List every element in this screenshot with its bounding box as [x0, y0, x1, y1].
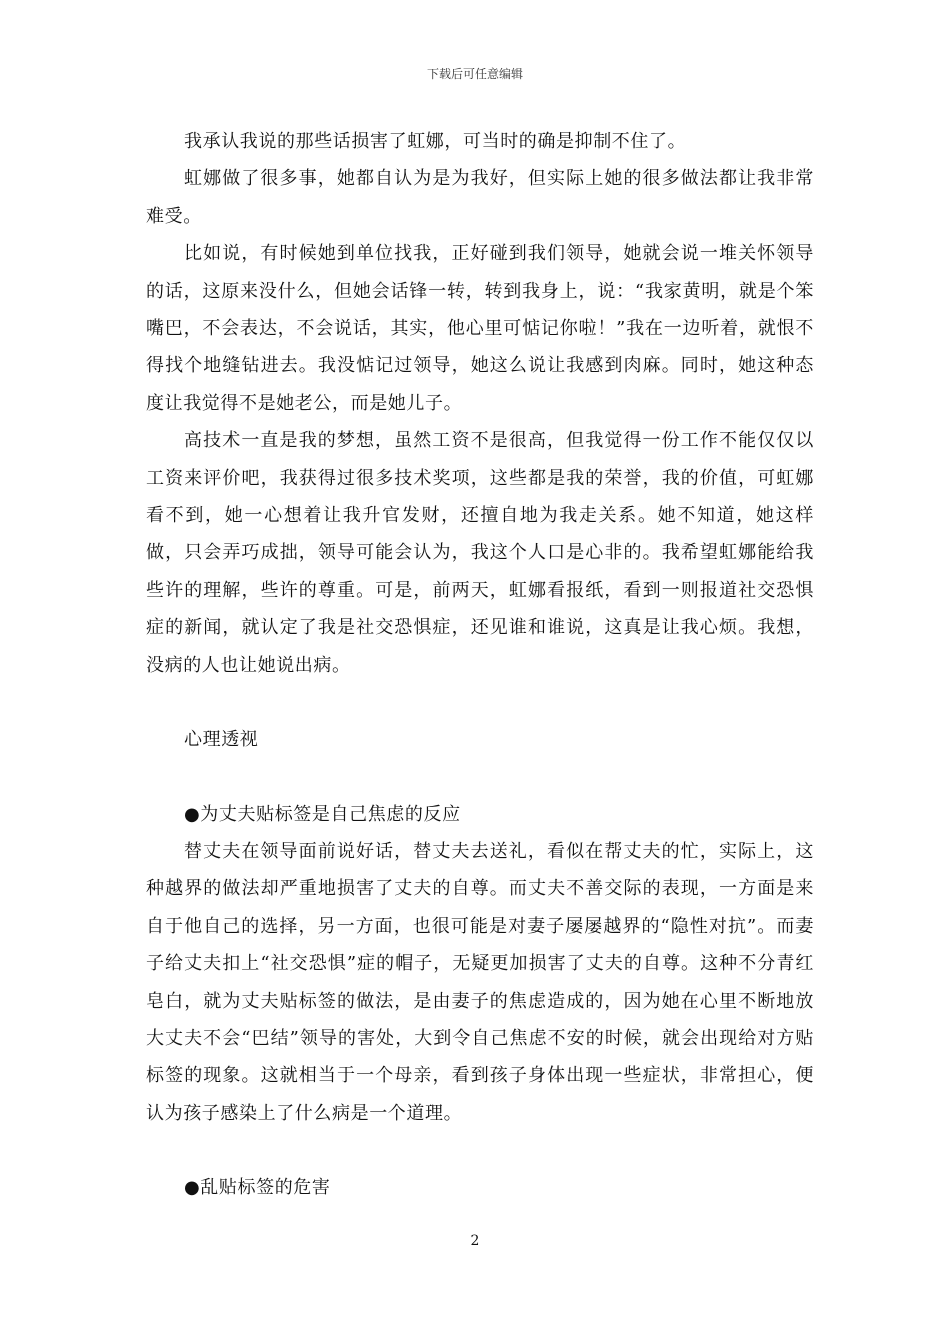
bullet-heading-2: ●乱贴标签的危害 [184, 1177, 331, 1199]
bullet-heading-1: ●为丈夫贴标签是自己焦虑的反应 [184, 803, 461, 825]
spacer [146, 684, 814, 721]
paragraph-1: 我承认我说的那些话损害了虹娜，可当时的确是抑制不住了。 [184, 131, 687, 152]
section-title: 心理透视 [184, 729, 259, 751]
spacer [146, 1132, 814, 1169]
page-number: 2 [470, 1233, 480, 1249]
document-body [146, 123, 814, 1207]
paragraph-2: 虹娜做了很多事，她都自认为是为我好，但实际上她的很多做法都让我非常难受。 [146, 168, 814, 227]
paragraph-5: 替丈夫在领导面前说好话，替丈夫去送礼，看似在帮丈夫的忙，实际上，这种越界的做法却严重地损害了丈夫的自尊。而丈夫不善交际的表现，一方面是来自于他自己的选择，另一方面，也很可能是对妻子屡屡越界的“隐性对抗”。而妻子给丈夫扣上“社交恐惧”症的帽子，无疑更加损害了丈夫的自尊。这种不分青红皂白，就为丈夫贴标签的做法，是由妻子的焦虑造成的，因为她在心里不断地放大丈夫不会“巴结”领导的害处，大到令自己焦虑不安的时候，就会出现给对方贴标签的现象。这就相当于一个母亲，看到孩子身体出现一些症状，非常担心，便认为孩子感染上了什么病是一个道理。 [146, 840, 814, 1124]
paragraph-3: 比如说，有时候她到单位找我，正好碰到我们领导，她就会说一堆关怀领导的话，这原来没什么，但她会话锋一转，转到我身上，说：“我家黄明，就是个笨嘴巴，不会表达，不会说话，其实，他心里可惦记你啦！”我在一边听着，就恨不得找个地缝钻进去。我没惦记过领导，她这么说让我感到肉麻。同时，她这种态度让我觉得不是她老公，而是她儿子。 [146, 243, 814, 414]
paragraph-4: 高技术一直是我的梦想，虽然工资不是很高，但我觉得一份工作不能仅仅以工资来评价吧，我获得过很多技术奖项，这些都是我的荣誉，我的价值，可虹娜看不到，她一心想着让我升官发财，还擅自地为我走关系。她不知道，她这样做，只会弄巧成拙，领导可能会认为，我这个人口是心非的。我希望虹娜能给我些许的理解，些许的尊重。可是，前两天，虹娜看报纸，看到一则报道社交恐惧症的新闻，就认定了我是社交恐惧症，还见谁和谁说，这真是让我心烦。我想，没病的人也让她说出病。 [146, 430, 814, 676]
spacer [146, 759, 814, 796]
page-header-note: 下载后可任意编辑 [426, 67, 523, 81]
